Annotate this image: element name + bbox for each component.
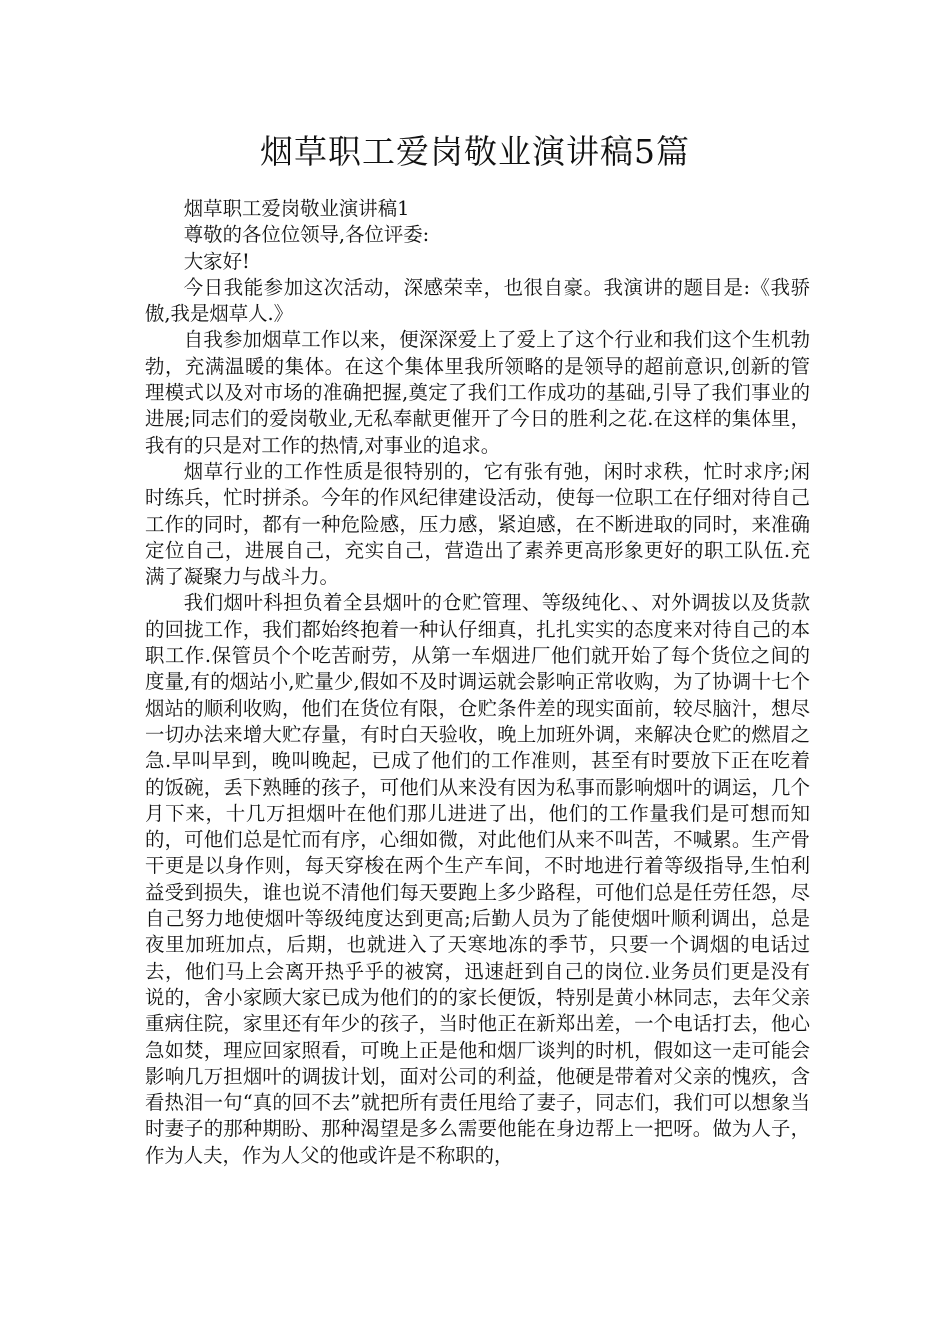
document-body (145, 196, 810, 1169)
document-title: 烟草职工爱岗敬业演讲稿5篇 (260, 132, 690, 171)
greeting: 大家好! (183, 249, 250, 273)
section-heading: 烟草职工爱岗敬业演讲稿1 (183, 197, 410, 220)
paragraph-collective: 自我参加烟草工作以来，便深深爱上了爱上了这个行业和我们这个生机勃勃，充满温暖的集体。在这个集体里我所领略的是领导的超前意识,创新的管理模式以及对市场的准确把握,奠定了我们工作成功的基础,引导了我们事业的进展;同志们的爱岗敬业,无私奉献更催开了今日的胜利之花.在这样的集体里，我有的只是对工作的热情,对事业的追求。 (145, 328, 810, 457)
salutation: 尊敬的各位位领导,各位评委: (183, 223, 430, 247)
paragraph-intro: 今日我能参加这次活动，深感荣幸，也很自豪。我演讲的题目是:《我骄傲,我是烟草人.》 (145, 275, 810, 326)
paragraph-work-nature: 烟草行业的工作性质是很特别的，它有张有弛，闲时求秩，忙时求序;闲时练兵，忙时拼杀。今年的作风纪律建设活动，使每一位职工在仔细对待自己工作的同时，都有一种危险感，压力感，紧迫感，在不断进取的同时，来准确定位自己，进展自己，充实自己，营造出了素养更高形象更好的职工队伍.充满了凝聚力与战斗力。 (145, 459, 810, 589)
paragraph-tobacco-department: 我们烟叶科担负着全县烟叶的仓贮管理、等级纯化、、对外调拔以及货款的回拢工作，我们都始终抱着一种认仔细真，扎扎实实的态度来对待自己的本职工作.保管员个个吃苦耐劳，从第一车烟进厂他们就开始了每个货位之间的度量,有的烟站小,贮量少,假如不及时调运就会影响正常收购，为了协调十七个烟站的顺利收购，他们在货位有限，仓贮条件差的现实面前，较尽脑汁，想尽一切办法来增大贮存量，有时白天验收，晚上加班外调，来解决仓贮的燃眉之急.早叫早到，晚叫晚起，已成了他们的工作准则，甚至有时要放下正在吃着的饭碗，丢下熟睡的孩子，可他们从来没有因为私事而影响烟叶的调运，几个月下来，十几万担烟叶在他们那儿进进了出，他们的工作量我们是可想而知的，可他们总是忙而有序，心细如微，对此他们从来不叫苦，不喊累。生产骨干更是以身作则，每天穿梭在两个生产车间，不时地进行着等级指导,生怕利益受到损失，谁也说不清他们每天要跑上多少路程，可他们总是任劳任怨，尽自己努力地使烟叶等级纯度达到更高;后勤人员为了能使烟叶顺利调出，总是夜里加班加点，后期，也就进入了天寒地冻的季节，只要一个调烟的电话过去，他们马上会离开热乎乎的被窝，迅速赶到自己的岗位.业务员们更是没有说的，舍小家顾大家已成为他们的的家长便饭，特别是黄小林同志，去年父亲重病住院，家里还有年少的孩子，当时他正在新郑出差，一个电话打去，他心急如焚，理应回家照看，可晚上正是他和烟厂谈判的时机，假如这一走可能会影响几万担烟叶的调拔计划，面对公司的利益，他硬是带着对父亲的愧疚，含看热泪一句“真的回不去”就把所有责任甩给了妻子，同志们，我们可以想象当时妻子的那种期盼、那种渴望是多么需要他能在身边帮上一把呀。做为人子，作为人夫，作为人父的他或许是不称职的， (145, 591, 810, 1167)
